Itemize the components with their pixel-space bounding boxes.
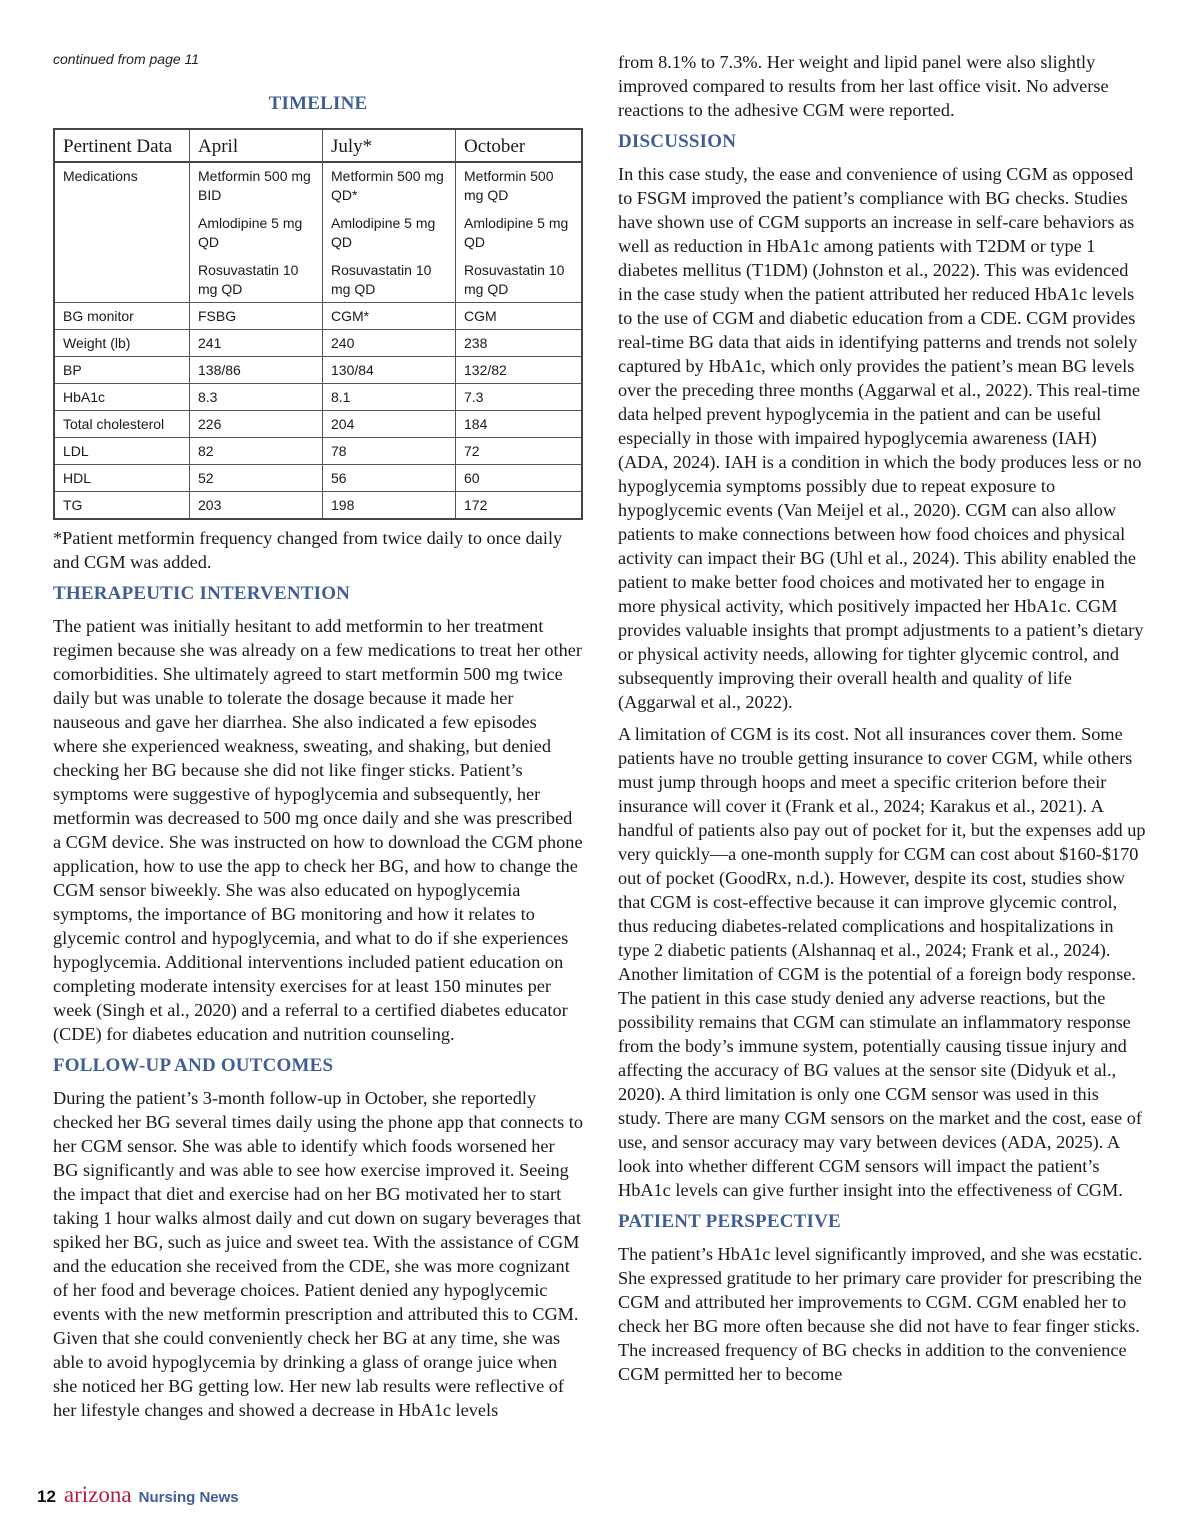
- table-header-row: [54, 129, 582, 162]
- table-cell: HbA1c: [54, 384, 190, 411]
- medication-entry: Rosuvastatin 10 mg QD: [198, 262, 299, 297]
- table-cell: [190, 162, 323, 303]
- table-cell: 226: [190, 411, 323, 438]
- medication-entry: Amlodipine 5 mg QD: [331, 215, 436, 250]
- table-cell: LDL: [54, 438, 190, 465]
- medication-entry: Metformin 500 mg QD*: [331, 168, 444, 203]
- table-cell: 8.1: [323, 384, 456, 411]
- table-cell: BP: [54, 357, 190, 384]
- table-row: [54, 330, 582, 357]
- table-row: [54, 303, 582, 330]
- therapeutic-paragraph: The patient was initially hesitant to add metformin to her treatment regimen because she was already on a few medications to treat her other comorbidities. She ultimately agreed to start metformin 500 mg twice daily but was unable to tolerate the dosage because it made her nauseous and gave her diarrhea. She also indicated a few episodes where she experienced weakness, sweating, and shaking, but denied checking her BG because she did not like finger sticks. Patient’s symptoms were suggestive of hypoglycemia and subsequently, her metformin was decreased to 500 mg once daily and she was prescribed a CGM device. She was instructed on how to download the CGM phone application, how to use the app to check her BG, and how to change the CGM sensor biweekly. She was also educated on hypoglycemia symptoms, the importance of BG monitoring and how it relates to glycemic control and hypoglycemia, and what to do if she experiences hypoglycemia. Additional interventions included patient education on completing moderate intensity exercises for at least 150 minutes per week (Singh et al., 2020) and a referral to a certified diabetes educator (CDE) for diabetes education and nutrition counseling.: [53, 616, 583, 1044]
- table-row: [54, 465, 582, 492]
- perspective-paragraph: The patient’s HbA1c level significantly improved, and she was ecstatic. She expressed gratitude to her primary care provider for prescribing the CGM and attributed her improvements to CGM. CGM enabled her to check her BG more often because she did not have to fear finger sticks. The increased frequency of BG checks in addition to the convenience CGM permitted her to become: [618, 1244, 1143, 1384]
- table-row: [54, 492, 582, 520]
- table-cell: FSBG: [190, 303, 323, 330]
- page-number: 12: [37, 1487, 56, 1506]
- table-cell: 8.3: [190, 384, 323, 411]
- right-column: [618, 50, 1146, 1394]
- table-row: [54, 411, 582, 438]
- section-heading-followup: FOLLOW-UP AND OUTCOMES: [53, 1055, 334, 1076]
- table-cell: 52: [190, 465, 323, 492]
- table-cell: Total cholesterol: [54, 411, 190, 438]
- discussion-paragraph-1: In this case study, the ease and convenience of using CGM as opposed to FSGM improved the patient’s compliance with BG checks. Studies have shown use of CGM supports an increase in self-care behaviors as well as reduction in HbA1c among patients with T2DM or type 1 diabetes mellitus (T1DM) (Johnston et al., 2022). This was evidenced in the case study when the patient attributed her reduced HbA1c levels to the use of CGM and diabetic education from a CDE. CGM provides real-time BG data that aids in identifying patterns and trends not solely captured by HbA1c, which only provides the patient’s mean BG levels over the preceding three months (Aggarwal et al., 2022). This real-time data helped prevent hypoglycemia in the patient and can be useful especially in those with impaired hypoglycemia awareness (IAH) (ADA, 2024). IAH is a condition in which the body produces less or no hypoglycemia symptoms possibly due to repeat exposure to hypoglycemic events (Van Meijel et al., 2020). CGM can also allow patients to make connections between how food choices and physical activity can impact their BG (Uhl et al., 2024). This ability enabled the patient to make better food choices and motivated her to engage in more physical activity, which positively impacted her HbA1c. CGM provides valuable insights that prompt adjustments to a patient’s dietary or physical activity needs, allowing for tighter glycemic control, and subsequently improving their overall health and quality of life (Aggarwal et al., 2022).: [618, 164, 1144, 712]
- column-header: April: [190, 129, 323, 162]
- table-cell: Weight (lb): [54, 330, 190, 357]
- table-row: [54, 384, 582, 411]
- table-cell: 241: [190, 330, 323, 357]
- table-cell: HDL: [54, 465, 190, 492]
- timeline-table: [53, 128, 583, 520]
- table-cell: BG monitor: [54, 303, 190, 330]
- table-cell: 78: [323, 438, 456, 465]
- section-heading-perspective: PATIENT PERSPECTIVE: [618, 1211, 841, 1232]
- table-cell: 238: [456, 330, 583, 357]
- page-footer: [37, 1482, 239, 1508]
- table-cell: 56: [323, 465, 456, 492]
- table-cell: 198: [323, 492, 456, 520]
- table-footnote: *Patient metformin frequency changed from twice daily to once daily and CGM was added.: [53, 528, 563, 572]
- section-heading-discussion: DISCUSSION: [618, 131, 737, 152]
- table-cell: CGM*: [323, 303, 456, 330]
- column-header: Pertinent Data: [54, 129, 190, 162]
- table-cell: [323, 162, 456, 303]
- medication-entry: Rosuvastatin 10 mg QD: [331, 262, 432, 297]
- table-cell: 60: [456, 465, 583, 492]
- timeline-title: TIMELINE: [268, 93, 368, 114]
- column-header: July*: [323, 129, 456, 162]
- table-cell: CGM: [456, 303, 583, 330]
- table-cell: 130/84: [323, 357, 456, 384]
- table-cell: [456, 162, 583, 303]
- table-cell: 184: [456, 411, 583, 438]
- table-cell: TG: [54, 492, 190, 520]
- table-row-medications: [54, 162, 582, 303]
- table-cell: 138/86: [190, 357, 323, 384]
- column-header: October: [456, 129, 583, 162]
- medication-entry: Amlodipine 5 mg QD: [198, 215, 303, 250]
- medication-entry: Metformin 500 mg BID: [198, 168, 311, 203]
- brand-logo: arizona: [63, 1482, 132, 1507]
- table-cell: Medications: [54, 162, 190, 303]
- continued-note: continued from page 11: [53, 51, 200, 67]
- medication-entry: Metformin 500 mg QD: [464, 168, 554, 203]
- table-row: [54, 357, 582, 384]
- followup-continuation: from 8.1% to 7.3%. Her weight and lipid panel were also slightly improved compared to results from her last office visit. No adverse reactions to the adhesive CGM were reported.: [618, 52, 1109, 120]
- discussion-paragraph-2: A limitation of CGM is its cost. Not all insurances cover them. Some patients have no trouble getting insurance to cover CGM, while others must jump through hoops and meet a specific criterion before their insurance will cover it (Frank et al., 2024; Karakus et al., 2021). A handful of patients also pay out of pocket for it, but the expenses add up very quickly—a one-month supply for CGM can cost about $160-$170 out of pocket (GoodRx, n.d.). However, despite its cost, studies show that CGM is cost-effective because it can improve glycemic control, thus reducing diabetes-related complications and hospitalizations in type 2 diabetic patients (Alshannaq et al., 2024; Frank et al., 2024). Another limitation of CGM is the potential of a foreign body response. The patient in this case study denied any adverse reactions, but the possibility remains that CGM can stimulate an inflammatory response from the body’s immune system, potentially causing tissue injury and affecting the accuracy of BG values at the sensor site (Didyuk et al., 2020). A third limitation is only one CGM sensor was used in this study. There are many CGM sensors on the market and the cost, ease of use, and sensor accuracy may vary between devices (ADA, 2025). A look into whether different CGM sensors will impact the patient’s HbA1c levels can give further insight into the effectiveness of CGM.: [618, 724, 1146, 1200]
- table-cell: 132/82: [456, 357, 583, 384]
- table-cell: 240: [323, 330, 456, 357]
- table-row: [54, 438, 582, 465]
- table-cell: 172: [456, 492, 583, 520]
- followup-paragraph: During the patient’s 3-month follow-up in October, she reportedly checked her BG several times daily using the phone app that connects to her CGM sensor. She was able to identify which foods worsened her BG significantly and was able to see how exercise improved it. Seeing the impact that diet and exercise had on her BG motivated her to start taking 1 hour walks almost daily and cut down on sugary beverages that spiked her BG, such as juice and sweet tea. With the assistance of CGM and the education she received from the CDE, she was more cognizant of her food and beverage choices. Patient denied any hypoglycemic events with the new metformin prescription and attributed this to CGM. Given that she could conveniently check her BG at any time, she was able to avoid hypoglycemia by drinking a glass of orange juice when she noticed her BG getting low. Her new lab results were reflective of her lifestyle changes and showed a decrease in HbA1c levels: [53, 1088, 583, 1420]
- section-heading-therapeutic: THERAPEUTIC INTERVENTION: [53, 583, 351, 604]
- table-cell: 204: [323, 411, 456, 438]
- left-column: [53, 92, 583, 1430]
- table-cell: 72: [456, 438, 583, 465]
- medication-entry: Rosuvastatin 10 mg QD: [464, 262, 565, 297]
- medication-entry: Amlodipine 5 mg QD: [464, 215, 569, 250]
- table-cell: 82: [190, 438, 323, 465]
- table-cell: 7.3: [456, 384, 583, 411]
- publication-name: Nursing News: [138, 1489, 239, 1506]
- table-cell: 203: [190, 492, 323, 520]
